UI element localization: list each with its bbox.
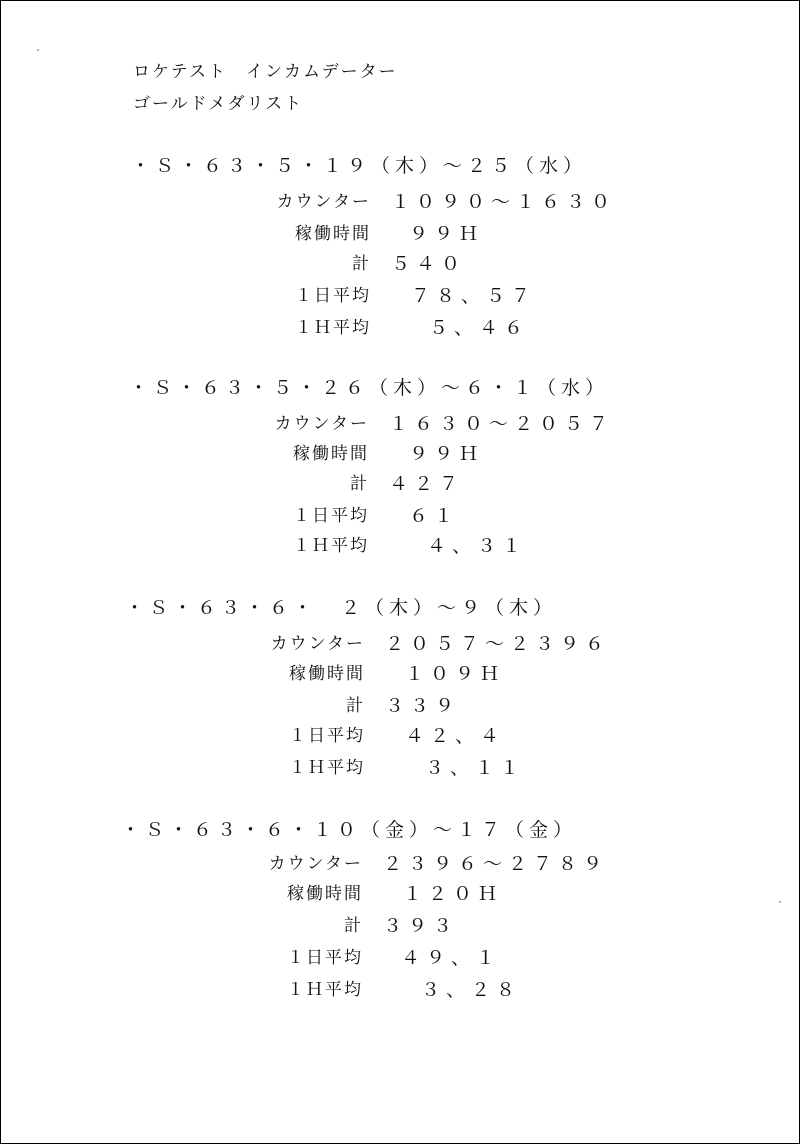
counter-row — [1, 849, 800, 877]
total-row — [1, 469, 800, 497]
hours-label: 稼働時間 — [289, 664, 365, 684]
hours-value: ９９Ｈ — [409, 223, 485, 245]
daily-avg-value: ６１ — [409, 505, 460, 527]
total-label: 計 — [344, 916, 363, 936]
counter-label: カウンター — [270, 634, 365, 654]
hours-row — [1, 879, 800, 907]
period-block — [1, 373, 800, 583]
hourly-avg-row — [1, 313, 800, 341]
daily-avg-label: １日平均 — [295, 286, 371, 306]
daily-avg-value: ４９、１ — [401, 947, 502, 969]
counter-value: １６３０～２０５７ — [389, 413, 615, 435]
hourly-avg-row — [1, 975, 800, 1003]
hourly-avg-label: １Ｈ平均 — [293, 536, 369, 556]
daily-avg-row — [1, 501, 800, 529]
period-date: ・Ｓ・６３・５・１９（木）～２５（水） — [131, 155, 588, 177]
period-date: ・Ｓ・６３・６・１０（金）～１７（金） — [121, 819, 578, 841]
counter-label: カウンター — [274, 414, 369, 434]
hours-label: 稼働時間 — [287, 884, 363, 904]
daily-avg-label: １日平均 — [293, 506, 369, 526]
daily-avg-row — [1, 943, 800, 971]
total-label: 計 — [350, 474, 369, 494]
counter-value: ２３９６～２７８９ — [383, 853, 609, 875]
total-row — [1, 249, 800, 277]
hourly-avg-row — [1, 753, 800, 781]
hourly-avg-label: １Ｈ平均 — [287, 980, 363, 1000]
daily-avg-label: １日平均 — [289, 726, 365, 746]
period-block — [1, 593, 800, 803]
total-row — [1, 911, 800, 939]
hours-value: １２０Ｈ — [403, 883, 504, 905]
daily-avg-value: ７８、５７ — [411, 285, 537, 307]
period-block — [1, 151, 800, 361]
total-value: ５４０ — [391, 253, 467, 275]
document-subtitle: ゴールドメダリスト — [133, 94, 304, 114]
hourly-avg-value: ４、３１ — [427, 535, 528, 557]
hourly-avg-row — [1, 531, 800, 559]
daily-avg-row — [1, 281, 800, 309]
scan-speck — [37, 49, 39, 51]
hours-label: 稼働時間 — [293, 444, 369, 464]
counter-value: ２０５７～２３９６ — [385, 633, 611, 655]
total-value: ３３９ — [385, 695, 461, 717]
hourly-avg-value: ５、４６ — [429, 317, 530, 339]
daily-avg-row — [1, 721, 800, 749]
hourly-avg-label: １Ｈ平均 — [295, 318, 371, 338]
hourly-avg-value: ３、２８ — [421, 979, 522, 1001]
hours-row — [1, 439, 800, 467]
period-block — [1, 815, 800, 1025]
hours-value: ９９Ｈ — [409, 443, 485, 465]
daily-avg-label: １日平均 — [287, 948, 363, 968]
daily-avg-value: ４２、４ — [405, 725, 506, 747]
total-label: 計 — [346, 696, 365, 716]
period-date: ・Ｓ・６３・６・ ２（木）～９（木） — [125, 597, 558, 619]
hourly-avg-value: ３、１１ — [425, 757, 526, 779]
total-row — [1, 691, 800, 719]
counter-row — [1, 187, 800, 215]
total-value: ３９３ — [383, 915, 459, 937]
hours-label: 稼働時間 — [295, 224, 371, 244]
total-value: ４２７ — [389, 473, 465, 495]
period-date: ・Ｓ・６３・５・２６（木）～６・１（水） — [129, 377, 610, 399]
counter-label: カウンター — [268, 854, 363, 874]
total-label: 計 — [352, 254, 371, 274]
document-title: ロケテスト インカムデーター — [133, 62, 398, 82]
counter-row — [1, 629, 800, 657]
counter-label: カウンター — [276, 192, 371, 212]
counter-row — [1, 409, 800, 437]
hourly-avg-label: １Ｈ平均 — [289, 758, 365, 778]
hours-row — [1, 659, 800, 687]
hours-value: １０９Ｈ — [405, 663, 506, 685]
counter-value: １０９０～１６３０ — [391, 191, 617, 213]
hours-row — [1, 219, 800, 247]
